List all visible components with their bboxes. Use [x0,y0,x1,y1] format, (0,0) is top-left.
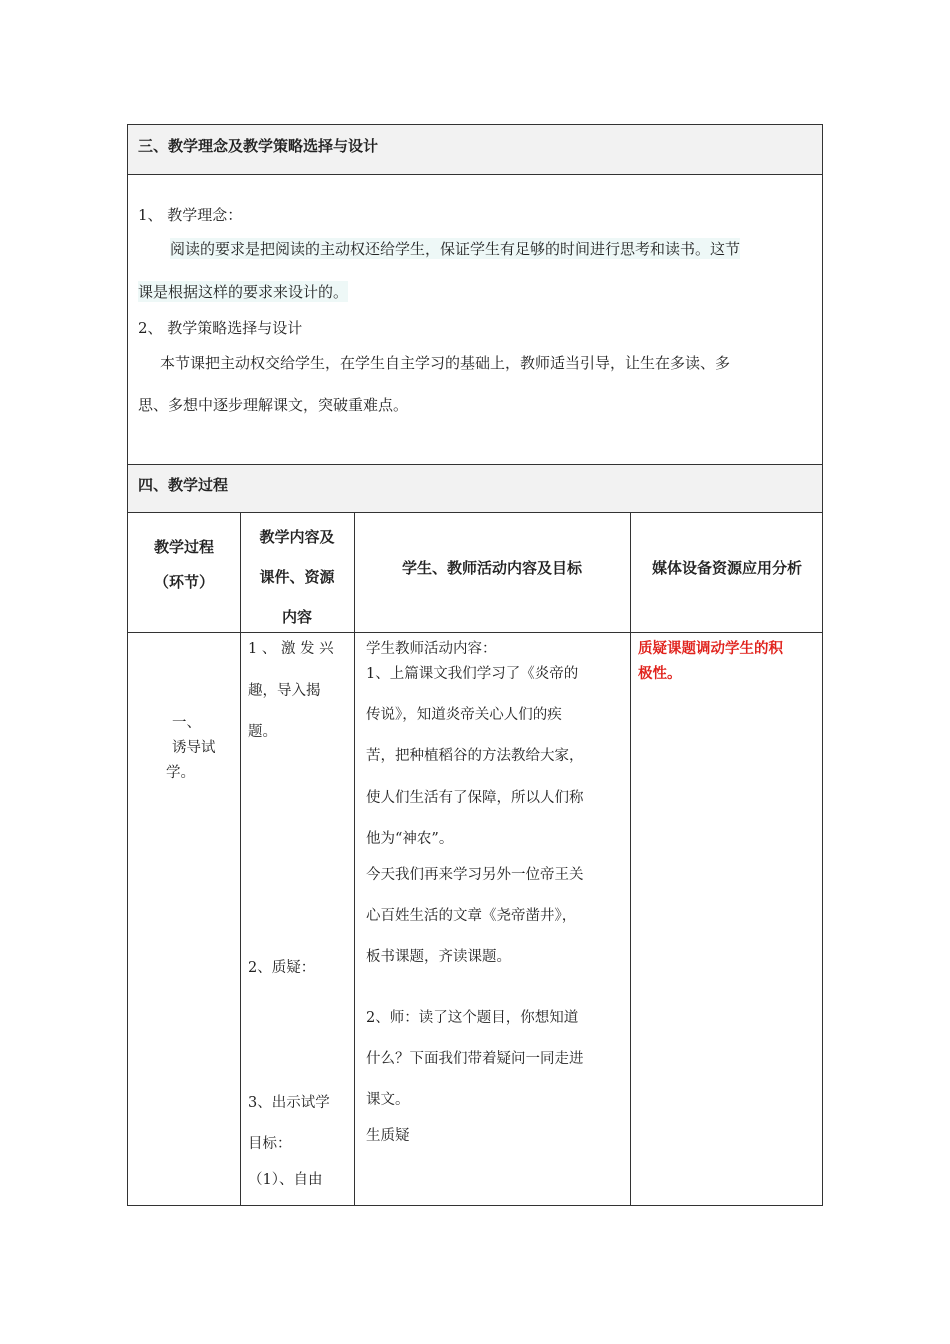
item1-line1: 阅读的要求是把阅读的主动权还给学生，保证学生有足够的时间进行思考和读书。这节 [170,240,741,258]
content-line: 1 、 激 发 兴 [248,641,334,657]
col-header-stage-line1: 教学过程 [153,538,214,556]
content-line: 题。 [248,724,277,740]
section4-header [128,465,822,513]
stage-line1: 一、 [172,715,201,731]
activity-line: 今天我们再来学习另外一位帝王关 [366,867,584,883]
activity-line: 他为“神农”。 [366,831,454,847]
section3-header [128,125,822,175]
item2-line1: 本节课把主动权交给学生，在学生自主学习的基础上，教师适当引导，让生在多读、多 [160,354,731,372]
media-analysis-line2: 极性。 [638,666,682,682]
section3-title: 三、教学理念及教学策略选择与设计 [138,137,379,155]
item2-heading: 2、 教学策略选择与设计 [138,319,303,337]
stage-line2: 诱导试 [172,740,216,756]
media-analysis-line1: 质疑课题调动学生的积 [638,641,783,657]
stage-line3: 学。 [166,765,195,781]
col-header-content [240,517,354,637]
activity-line: 1、上篇课文我们学习了《炎帝的 [366,666,579,682]
col-header-media: 媒体设备资源应用分析 [651,559,802,577]
item1-heading: 1、 教学理念： [138,206,243,224]
col-header-activity: 学生、教师活动内容及目标 [401,559,582,577]
col-divider-2 [354,513,355,1205]
activity-line: 学生教师活动内容： [366,641,497,657]
content-line: 3、出示试学 [248,1095,330,1111]
activity-line: 心百姓生活的文章《尧帝凿井》， [366,908,577,924]
section4-title: 四、教学过程 [138,476,229,494]
activity-line: 生质疑 [366,1128,410,1144]
content-line: 趣，导入揭 [248,683,321,699]
content-line: （1）、自由 [248,1172,323,1188]
activity-line: 传说》，知道炎帝关心人们的疾 [366,707,562,723]
header-row-divider [128,632,822,633]
activity-line: 课文。 [366,1092,410,1108]
lesson-plan-table [127,124,823,1206]
col-header-stage [128,536,240,592]
content-line: 2、质疑： [248,960,316,976]
activity-line: 苦，把种植稻谷的方法教给大家， [366,748,584,764]
activity-line: 什么？下面我们带着疑问一同走进 [366,1051,584,1067]
col-header-content-line2: 课件、资源 [259,568,335,586]
activity-line: 板书课题，齐读课题。 [366,949,511,965]
col-header-content-line3: 内容 [281,608,312,626]
activity-line: 2、师：读了这个题目，你想知道 [366,1010,579,1026]
section3-body [128,175,822,465]
col-header-stage-line2: （环节） [153,573,214,591]
item2-line2: 思、多想中逐步理解课文，突破重难点。 [138,396,409,414]
col-divider-3 [630,513,631,1205]
activity-line: 使人们生活有了保障，所以人们称 [366,790,584,806]
item1-line2: 课是根据这样的要求来设计的。 [138,283,349,301]
content-line: 目标： [248,1136,292,1152]
col-header-content-line1: 教学内容及 [259,528,335,546]
